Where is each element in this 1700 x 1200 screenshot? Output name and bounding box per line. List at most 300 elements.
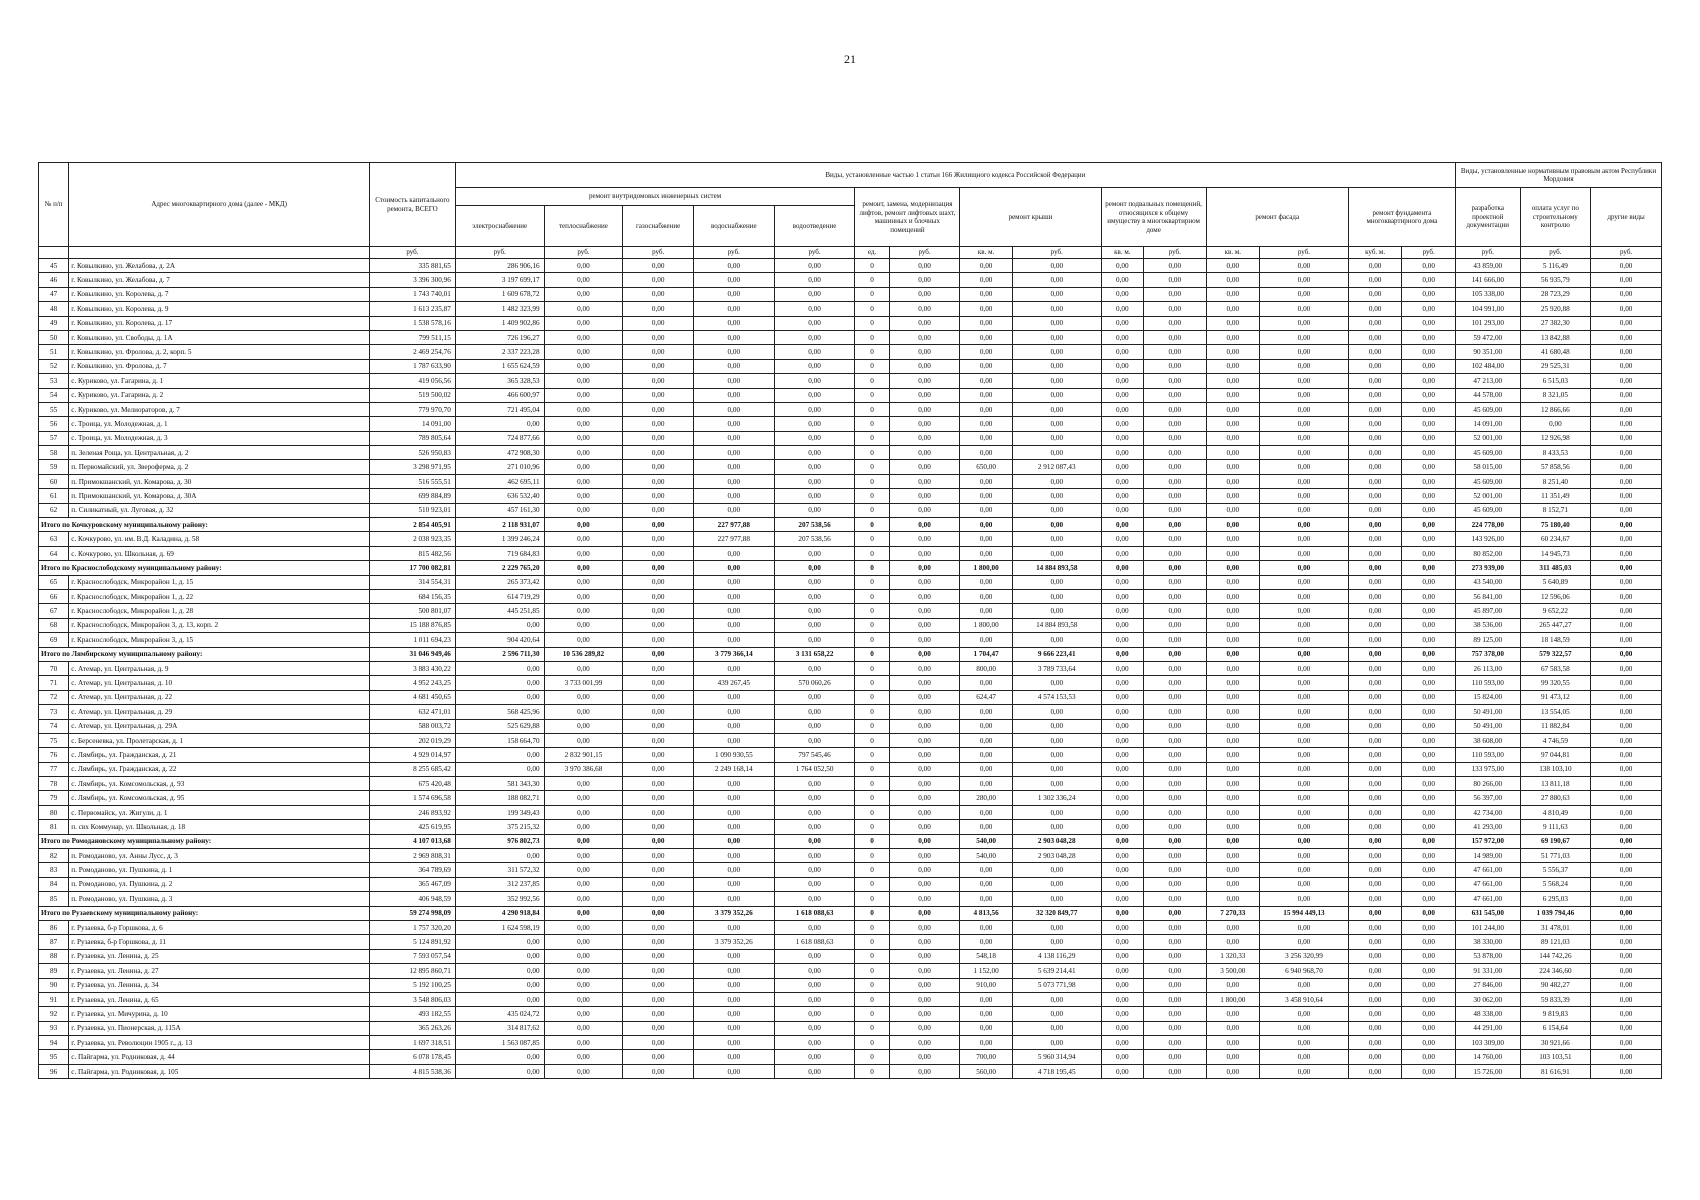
value-cell: 684 156,35: [370, 589, 456, 603]
value-cell: 0: [855, 374, 889, 388]
value-cell: 0,00: [1348, 518, 1401, 532]
value-cell: 0: [855, 705, 889, 719]
value-cell: 0,00: [455, 618, 544, 632]
value-cell: 4 746,59: [1520, 733, 1591, 747]
value-cell: 0,00: [455, 1064, 544, 1078]
value-cell: 2 903 048,28: [1012, 834, 1101, 848]
value-cell: 0: [855, 1007, 889, 1021]
value-cell: 0,00: [544, 561, 623, 575]
col-heat-header: теплоснабжение: [544, 206, 623, 247]
value-cell: 0,00: [1144, 388, 1207, 402]
value-cell: 0,00: [1591, 1007, 1662, 1021]
district-total-label: Итого по Лямбирскому муниципальному району:: [39, 647, 370, 661]
value-cell: 6 295,03: [1520, 892, 1591, 906]
value-cell: 0,00: [623, 762, 694, 776]
value-cell: 0,00: [1144, 661, 1207, 675]
unit-label: кв. м.: [1206, 247, 1259, 259]
value-cell: 1 787 633,90: [370, 359, 456, 373]
value-cell: 2 469 254,76: [370, 345, 456, 359]
value-cell: 0,00: [1591, 661, 1662, 675]
value-cell: 0,00: [623, 446, 694, 460]
value-cell: 58 015,00: [1455, 460, 1520, 474]
value-cell: 9 819,83: [1520, 1007, 1591, 1021]
value-cell: 0,00: [1101, 892, 1143, 906]
value-cell: 0,00: [1012, 1007, 1101, 1021]
value-cell: 5 640,89: [1520, 575, 1591, 589]
units-spacer: [39, 247, 69, 259]
value-cell: 0,00: [1348, 575, 1401, 589]
value-cell: 0,00: [1206, 762, 1259, 776]
value-cell: 0,00: [774, 949, 855, 963]
value-cell: 1 090 930,55: [693, 748, 774, 762]
value-cell: 0,00: [1260, 359, 1349, 373]
address-cell: п. свх Коммунар, ул. Школьная, д. 18: [69, 820, 370, 834]
value-cell: 815 482,56: [370, 546, 456, 560]
value-cell: 0,00: [889, 863, 960, 877]
address-cell: г. Краснослободск, Микрорайон 1, д. 15: [69, 575, 370, 589]
value-cell: 0,00: [455, 762, 544, 776]
table-row: [39, 474, 1662, 488]
address-cell: п. Ромоданово, ул. Пушкина, д. 3: [69, 892, 370, 906]
value-cell: 0,00: [1206, 733, 1259, 747]
value-cell: 0,00: [544, 978, 623, 992]
table-row: [39, 273, 1662, 287]
value-cell: 0,00: [1402, 532, 1456, 546]
value-cell: 0,00: [774, 561, 855, 575]
value-cell: 0,00: [1260, 489, 1349, 503]
value-cell: 0,00: [1402, 748, 1456, 762]
value-cell: 0,00: [623, 503, 694, 517]
value-cell: 0,00: [774, 892, 855, 906]
value-cell: 0,00: [1260, 1036, 1349, 1050]
value-cell: 0,00: [544, 532, 623, 546]
value-cell: 0,00: [889, 532, 960, 546]
value-cell: 2 118 931,07: [455, 518, 544, 532]
value-cell: 0: [855, 402, 889, 416]
value-cell: 280,00: [960, 791, 1012, 805]
value-cell: 104 991,00: [1455, 302, 1520, 316]
value-cell: 0,00: [1402, 633, 1456, 647]
value-cell: 1 655 624,59: [455, 359, 544, 373]
value-cell: 757 378,00: [1455, 647, 1520, 661]
value-cell: 9 666 223,41: [1012, 647, 1101, 661]
value-cell: 0,00: [1260, 446, 1349, 460]
value-cell: 90 482,27: [1520, 978, 1591, 992]
value-cell: 1 800,00: [960, 561, 1012, 575]
value-cell: 89 121,03: [1520, 935, 1591, 949]
address-cell: г. Рузаевка, ул. Ленина, д. 25: [69, 949, 370, 963]
value-cell: 8 255 685,42: [370, 762, 456, 776]
value-cell: 32 320 849,77: [1012, 906, 1101, 920]
value-cell: 0,00: [1206, 748, 1259, 762]
value-cell: 312 237,85: [455, 877, 544, 891]
value-cell: 335 881,65: [370, 259, 456, 273]
value-cell: 0,00: [1012, 935, 1101, 949]
table-row: [39, 345, 1662, 359]
value-cell: 0,00: [693, 489, 774, 503]
value-cell: 0,00: [1206, 287, 1259, 301]
value-cell: 0,00: [1101, 561, 1143, 575]
value-cell: 0,00: [544, 892, 623, 906]
value-cell: 0,00: [623, 316, 694, 330]
table-row: [39, 690, 1662, 704]
value-cell: 0,00: [1348, 633, 1401, 647]
value-cell: 0,00: [544, 705, 623, 719]
row-number: 78: [39, 777, 69, 791]
value-cell: 50 491,00: [1455, 719, 1520, 733]
value-cell: 0,00: [1012, 273, 1101, 287]
value-cell: 0,00: [544, 906, 623, 920]
value-cell: 0,00: [1144, 892, 1207, 906]
value-cell: 0,00: [1591, 849, 1662, 863]
value-cell: 0,00: [1144, 748, 1207, 762]
value-cell: 0,00: [623, 345, 694, 359]
value-cell: 0,00: [1348, 849, 1401, 863]
value-cell: 0,00: [693, 661, 774, 675]
value-cell: 0,00: [623, 302, 694, 316]
value-cell: 0,00: [1101, 546, 1143, 560]
value-cell: 56 935,79: [1520, 273, 1591, 287]
value-cell: 0,00: [774, 374, 855, 388]
table-row: [39, 992, 1662, 1006]
value-cell: 425 619,95: [370, 820, 456, 834]
value-cell: 0,00: [960, 489, 1012, 503]
value-cell: 0,00: [960, 1036, 1012, 1050]
value-cell: 0,00: [960, 705, 1012, 719]
value-cell: 0,00: [1206, 834, 1259, 848]
value-cell: 3 970 386,68: [544, 762, 623, 776]
value-cell: 0,00: [1012, 316, 1101, 330]
value-cell: 0,00: [1206, 791, 1259, 805]
value-cell: 43 859,00: [1455, 259, 1520, 273]
value-cell: 0,00: [1348, 532, 1401, 546]
value-cell: 0,00: [1402, 259, 1456, 273]
value-cell: 0,00: [889, 546, 960, 560]
value-cell: 0,00: [1012, 863, 1101, 877]
value-cell: 0,00: [1348, 388, 1401, 402]
value-cell: 29 525,31: [1520, 359, 1591, 373]
value-cell: 0,00: [544, 446, 623, 460]
value-cell: 0,00: [1260, 1064, 1349, 1078]
value-cell: 0,00: [1012, 302, 1101, 316]
value-cell: 0,00: [1101, 1021, 1143, 1035]
row-number: 91: [39, 992, 69, 1006]
value-cell: 273 939,00: [1455, 561, 1520, 575]
value-cell: 4 813,56: [960, 906, 1012, 920]
value-cell: 0,00: [774, 834, 855, 848]
value-cell: 0,00: [1591, 719, 1662, 733]
address-cell: г. Ковылкино, ул. Королева, д. 9: [69, 302, 370, 316]
value-cell: 0,00: [1402, 906, 1456, 920]
value-cell: 0,00: [544, 1021, 623, 1035]
value-cell: 141 666,00: [1455, 273, 1520, 287]
value-cell: 0,00: [1591, 561, 1662, 575]
value-cell: 0,00: [1260, 575, 1349, 589]
table-row: [39, 791, 1662, 805]
value-cell: 0,00: [1348, 834, 1401, 848]
value-cell: 0,00: [544, 589, 623, 603]
value-cell: 0: [855, 561, 889, 575]
table-row: [39, 359, 1662, 373]
value-cell: 0,00: [544, 1064, 623, 1078]
value-cell: 0,00: [1206, 503, 1259, 517]
value-cell: 0,00: [1402, 719, 1456, 733]
value-cell: 0,00: [1591, 374, 1662, 388]
value-cell: 0,00: [1101, 388, 1143, 402]
value-cell: 0,00: [1348, 935, 1401, 949]
value-cell: 0,00: [1144, 705, 1207, 719]
value-cell: 59 472,00: [1455, 330, 1520, 344]
value-cell: 0: [855, 964, 889, 978]
value-cell: 0,00: [1260, 431, 1349, 445]
value-cell: 0,00: [1348, 892, 1401, 906]
value-cell: 797 545,46: [774, 748, 855, 762]
value-cell: 0,00: [1348, 359, 1401, 373]
value-cell: 0,00: [1591, 316, 1662, 330]
value-cell: 0,00: [1206, 661, 1259, 675]
value-cell: 0,00: [1260, 532, 1349, 546]
address-cell: п. Ромоданово, ул. Анны Лусс, д. 3: [69, 849, 370, 863]
value-cell: 0,00: [1591, 992, 1662, 1006]
value-cell: 10 536 289,82: [544, 647, 623, 661]
value-cell: 636 532,40: [455, 489, 544, 503]
value-cell: 519 500,02: [370, 388, 456, 402]
value-cell: 0,00: [693, 1050, 774, 1064]
table-row: [39, 1064, 1662, 1078]
value-cell: 0,00: [1348, 618, 1401, 632]
value-cell: 0,00: [544, 733, 623, 747]
value-cell: 144 742,26: [1520, 949, 1591, 963]
value-cell: 0,00: [774, 345, 855, 359]
row-number: 63: [39, 532, 69, 546]
value-cell: 45 897,00: [1455, 604, 1520, 618]
value-cell: 0,00: [693, 359, 774, 373]
value-cell: 0,00: [1348, 546, 1401, 560]
value-cell: 15 726,00: [1455, 1064, 1520, 1078]
value-cell: 0,00: [1260, 287, 1349, 301]
value-cell: 0: [855, 359, 889, 373]
value-cell: 0,00: [1402, 330, 1456, 344]
row-number: 93: [39, 1021, 69, 1035]
table-row: [39, 863, 1662, 877]
table-row: [39, 618, 1662, 632]
value-cell: 133 975,00: [1455, 762, 1520, 776]
value-cell: 0,00: [960, 719, 1012, 733]
value-cell: 0,00: [1101, 805, 1143, 819]
value-cell: 0: [855, 460, 889, 474]
value-cell: 0,00: [1591, 647, 1662, 661]
value-cell: 0,00: [544, 330, 623, 344]
value-cell: 91 331,00: [1455, 964, 1520, 978]
value-cell: 0,00: [1260, 503, 1349, 517]
unit-label: руб.: [544, 247, 623, 259]
value-cell: 6 078 178,45: [370, 1050, 456, 1064]
value-cell: 0,00: [1402, 302, 1456, 316]
address-cell: г. Рузаевка, ул. Мичурина, д. 10: [69, 1007, 370, 1021]
value-cell: 0,00: [544, 820, 623, 834]
value-cell: 0,00: [774, 805, 855, 819]
value-cell: 91 473,12: [1520, 690, 1591, 704]
value-cell: 3 197 699,17: [455, 273, 544, 287]
value-cell: 0,00: [889, 431, 960, 445]
value-cell: 227 977,88: [693, 532, 774, 546]
value-cell: 0,00: [774, 733, 855, 747]
value-cell: 0,00: [1348, 431, 1401, 445]
value-cell: 1 609 678,72: [455, 287, 544, 301]
value-cell: 0,00: [1012, 733, 1101, 747]
value-cell: 6 940 968,70: [1260, 964, 1349, 978]
address-cell: г. Ковылкино, ул. Королева, д. 7: [69, 287, 370, 301]
row-number: 48: [39, 302, 69, 316]
value-cell: 0,00: [693, 949, 774, 963]
address-cell: с. Первомайск, ул. Жигули, д. 1: [69, 805, 370, 819]
value-cell: 0,00: [1348, 762, 1401, 776]
value-cell: 0,00: [1012, 359, 1101, 373]
value-cell: 0,00: [1591, 690, 1662, 704]
value-cell: 0,00: [960, 575, 1012, 589]
value-cell: 0,00: [455, 849, 544, 863]
row-number: 52: [39, 359, 69, 373]
value-cell: 0: [855, 302, 889, 316]
value-cell: 7 593 057,54: [370, 949, 456, 963]
value-cell: 0,00: [1591, 762, 1662, 776]
value-cell: 1 409 902,86: [455, 316, 544, 330]
value-cell: 0,00: [544, 920, 623, 934]
value-cell: 0: [855, 777, 889, 791]
value-cell: 0,00: [889, 604, 960, 618]
value-cell: 4 810,49: [1520, 805, 1591, 819]
value-cell: 1 538 578,16: [370, 316, 456, 330]
value-cell: 0,00: [960, 877, 1012, 891]
value-cell: 0,00: [774, 992, 855, 1006]
value-cell: 0,00: [889, 374, 960, 388]
value-cell: 0,00: [1260, 733, 1349, 747]
value-cell: 1 011 694,23: [370, 633, 456, 647]
value-cell: 0,00: [693, 1021, 774, 1035]
value-cell: 56 397,00: [1455, 791, 1520, 805]
value-cell: 0,00: [1206, 719, 1259, 733]
value-cell: 0,00: [623, 589, 694, 603]
value-cell: 0,00: [1101, 330, 1143, 344]
district-total-label: Итого по Кочкуровскому муниципальному району:: [39, 518, 370, 532]
value-cell: 365 328,53: [455, 374, 544, 388]
value-cell: 0,00: [1591, 705, 1662, 719]
address-cell: г. Рузаевка, ул. Ленина, д. 65: [69, 992, 370, 1006]
value-cell: 30 062,00: [1455, 992, 1520, 1006]
value-cell: 0,00: [623, 402, 694, 416]
value-cell: 0: [855, 446, 889, 460]
table-row: [39, 920, 1662, 934]
unit-label: руб.: [774, 247, 855, 259]
value-cell: 224 778,00: [1455, 518, 1520, 532]
value-cell: 13 842,88: [1520, 330, 1591, 344]
table-row: [39, 1007, 1662, 1021]
value-cell: 0: [855, 575, 889, 589]
value-cell: 101 244,00: [1455, 920, 1520, 934]
value-cell: 9 111,63: [1520, 820, 1591, 834]
value-cell: 0,00: [889, 748, 960, 762]
value-cell: 406 948,59: [370, 892, 456, 906]
value-cell: 0,00: [1402, 892, 1456, 906]
value-cell: 0,00: [1012, 402, 1101, 416]
value-cell: 0: [855, 834, 889, 848]
value-cell: 0,00: [1144, 259, 1207, 273]
unit-label: руб.: [1455, 247, 1520, 259]
value-cell: 699 884,89: [370, 489, 456, 503]
table-row: [39, 762, 1662, 776]
value-cell: 0,00: [1012, 575, 1101, 589]
value-cell: 0,00: [1402, 388, 1456, 402]
value-cell: 0,00: [1144, 820, 1207, 834]
value-cell: 0,00: [693, 259, 774, 273]
value-cell: 0,00: [960, 474, 1012, 488]
value-cell: 0,00: [1348, 561, 1401, 575]
value-cell: 1 482 323,99: [455, 302, 544, 316]
value-cell: 1 757 320,20: [370, 920, 456, 934]
value-cell: 59 833,39: [1520, 992, 1591, 1006]
value-cell: 4 290 918,84: [455, 906, 544, 920]
value-cell: 0,00: [889, 345, 960, 359]
district-total-label: Итого по Краснослободскому муниципальному району:: [39, 561, 370, 575]
value-cell: 0,00: [1012, 287, 1101, 301]
table-row: [39, 287, 1662, 301]
value-cell: 0,00: [1101, 302, 1143, 316]
value-cell: 0,00: [1144, 647, 1207, 661]
value-cell: 4 681 450,65: [370, 690, 456, 704]
value-cell: 271 010,96: [455, 460, 544, 474]
value-cell: 0,00: [1260, 618, 1349, 632]
unit-label: кв. м.: [960, 247, 1012, 259]
value-cell: 0,00: [1206, 892, 1259, 906]
value-cell: 0,00: [623, 705, 694, 719]
address-cell: п. Силикатный, ул. Луговая, д. 32: [69, 503, 370, 517]
address-cell: с. Лямбирь, ул. Гражданская, д. 21: [69, 748, 370, 762]
value-cell: 0,00: [693, 633, 774, 647]
value-cell: 0,00: [1520, 417, 1591, 431]
value-cell: 0,00: [1402, 518, 1456, 532]
address-cell: с. Лямбирь, ул. Комсомольская, д. 93: [69, 777, 370, 791]
value-cell: 0,00: [544, 964, 623, 978]
value-cell: 0,00: [1348, 877, 1401, 891]
value-cell: 0,00: [960, 546, 1012, 560]
col-basement-header: ремонт подвальных помещений, относящихся к общему имуществу в многоквартирном доме: [1101, 188, 1206, 247]
address-cell: г. Рузаевка, ул. Пионерская, д. 115А: [69, 1021, 370, 1035]
value-cell: 0,00: [960, 503, 1012, 517]
value-cell: 724 877,66: [455, 431, 544, 445]
address-cell: с. Куриково, ул. Гагарина, д. 1: [69, 374, 370, 388]
value-cell: 13 554,05: [1520, 705, 1591, 719]
value-cell: 3 458 910,64: [1260, 992, 1349, 1006]
value-cell: 0,00: [1012, 518, 1101, 532]
value-cell: 0,00: [544, 935, 623, 949]
value-cell: 0,00: [623, 791, 694, 805]
value-cell: 0,00: [1402, 791, 1456, 805]
value-cell: 0,00: [1348, 460, 1401, 474]
value-cell: 0,00: [960, 676, 1012, 690]
value-cell: 12 895 860,71: [370, 964, 456, 978]
value-cell: 0,00: [1012, 1036, 1101, 1050]
value-cell: 0,00: [623, 834, 694, 848]
row-number: 84: [39, 877, 69, 891]
value-cell: 0,00: [1012, 388, 1101, 402]
value-cell: 0,00: [774, 546, 855, 560]
value-cell: 0,00: [1348, 805, 1401, 819]
value-cell: 0,00: [544, 359, 623, 373]
value-cell: 0,00: [960, 863, 1012, 877]
value-cell: 0,00: [1012, 705, 1101, 719]
value-cell: 0,00: [1144, 719, 1207, 733]
value-cell: 0,00: [1206, 863, 1259, 877]
